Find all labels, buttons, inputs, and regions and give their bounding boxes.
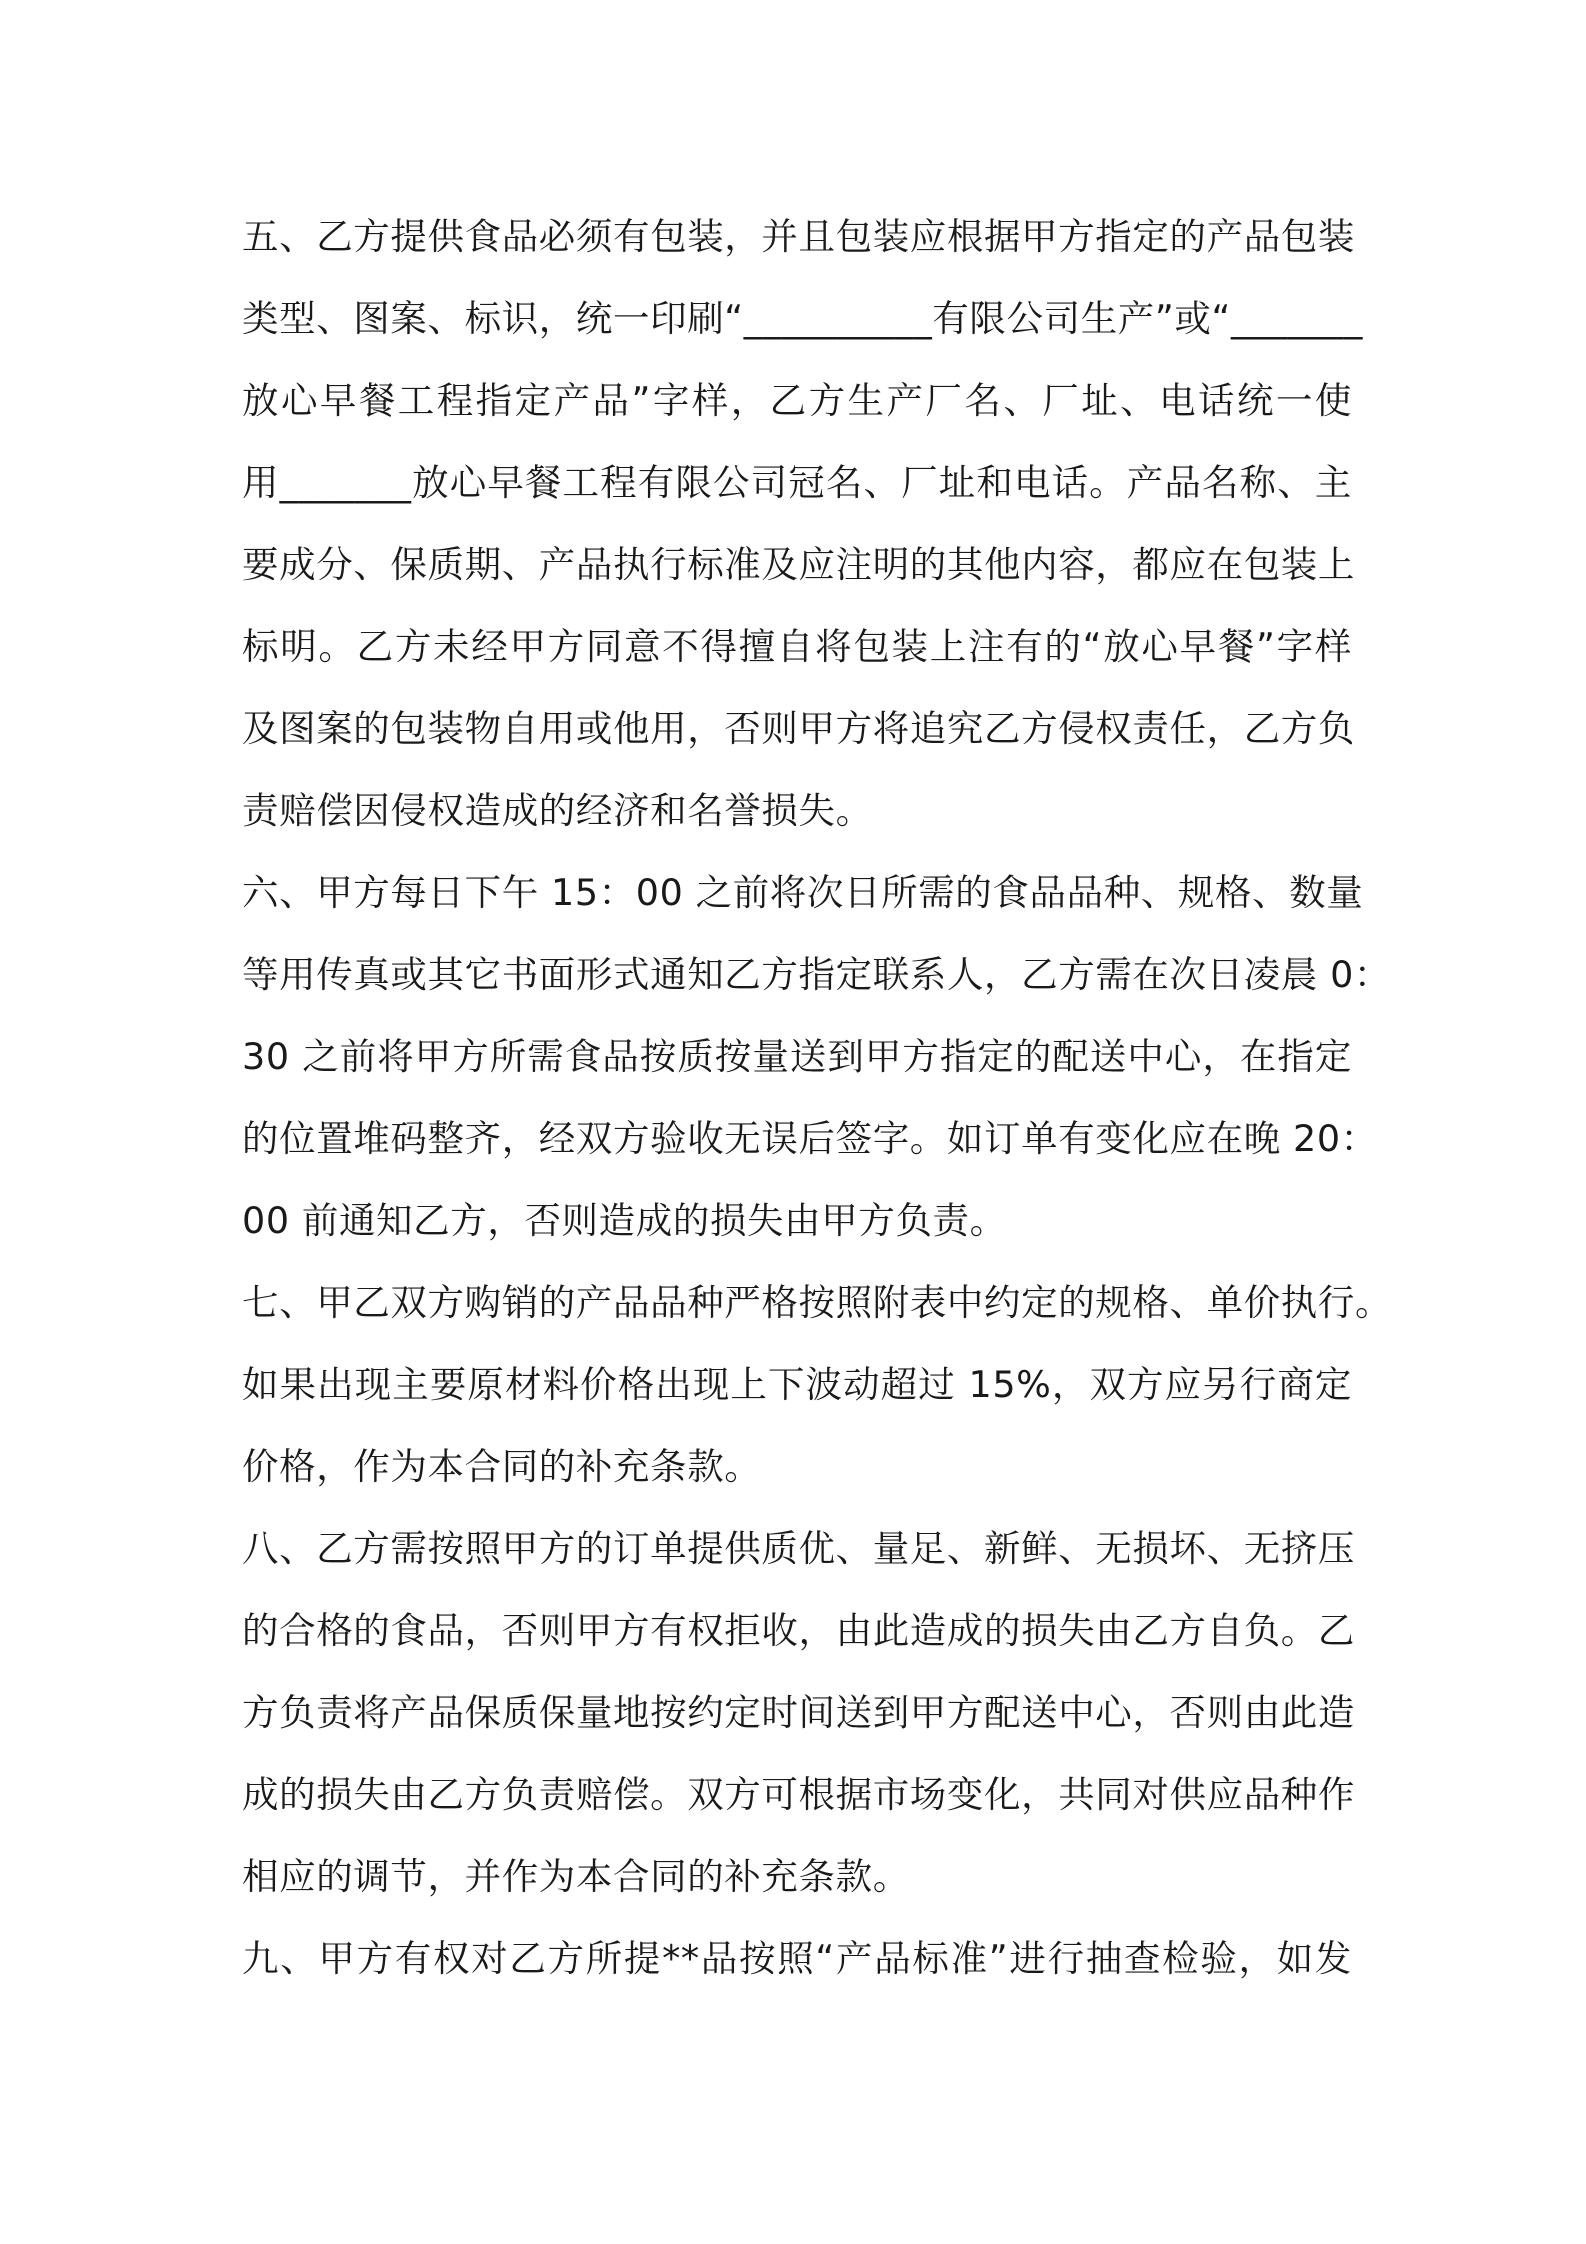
text-line: 要成分、保质期、产品执行标准及应注明的其他内容，都应在包装上 (242, 543, 1355, 586)
text-line: 如果出现主要原材料价格出现上下波动超过 15%，双方应另行商定 (242, 1363, 1352, 1406)
text-line: 价格，作为本合同的补充条款。 (242, 1445, 762, 1488)
text-line: 七、甲乙双方购销的产品品种严格按照附表中约定的规格、单价执行。 (242, 1281, 1393, 1324)
text-line: 等用传真或其它书面形式通知乙方指定联系人，乙方需在次日凌晨 0： (242, 953, 1392, 996)
text-line: 五、乙方提供食品必须有包装，并且包装应根据甲方指定的产品包装 (242, 215, 1355, 258)
text-line: 放心早餐工程指定产品”字样，乙方生产厂名、厂址、电话统一使 (242, 379, 1352, 422)
text-line: 相应的调节，并作为本合同的补充条款。 (242, 1855, 910, 1898)
text-line: 的位置堆码整齐，经双方验收无误后签字。如订单有变化应在晚 20： (242, 1117, 1378, 1160)
text-line: 标明。乙方未经甲方同意不得擅自将包装上注有的“放心早餐”字样 (242, 625, 1352, 668)
text-line: 方负责将产品保质保量地按约定时间送到甲方配送中心，否则由此造 (242, 1691, 1355, 1734)
text-line: 30 之前将甲方所需食品按质按量送到甲方指定的配送中心，在指定 (242, 1035, 1352, 1078)
text-line: 的合格的食品，否则甲方有权拒收，由此造成的损失由乙方自负。乙 (242, 1609, 1355, 1652)
text-line: 成的损失由乙方负责赔偿。双方可根据市场变化，共同对供应品种作 (242, 1773, 1355, 1816)
text-line: 九、甲方有权对乙方所提**品按照“产品标准”进行抽查检验，如发 (242, 1937, 1352, 1980)
text-line: 类型、图案、标识，统一印刷“__________有限公司生产”或“_______ (242, 297, 1363, 340)
text-line: 用_______放心早餐工程有限公司冠名、厂址和电话。产品名称、主 (242, 461, 1352, 504)
text-line: 责赔偿因侵权造成的经济和名誉损失。 (242, 789, 873, 832)
contract-text (242, 196, 1393, 2000)
text-line: 六、甲方每日下午 15：00 之前将次日所需的食品品种、规格、数量 (242, 871, 1364, 914)
text-line: 00 前通知乙方，否则造成的损失由甲方负责。 (242, 1199, 1007, 1242)
text-line: 及图案的包装物自用或他用，否则甲方将追究乙方侵权责任，乙方负 (242, 707, 1355, 750)
text-line: 八、乙方需按照甲方的订单提供质优、量足、新鲜、无损坏、无挤压 (242, 1527, 1355, 1570)
